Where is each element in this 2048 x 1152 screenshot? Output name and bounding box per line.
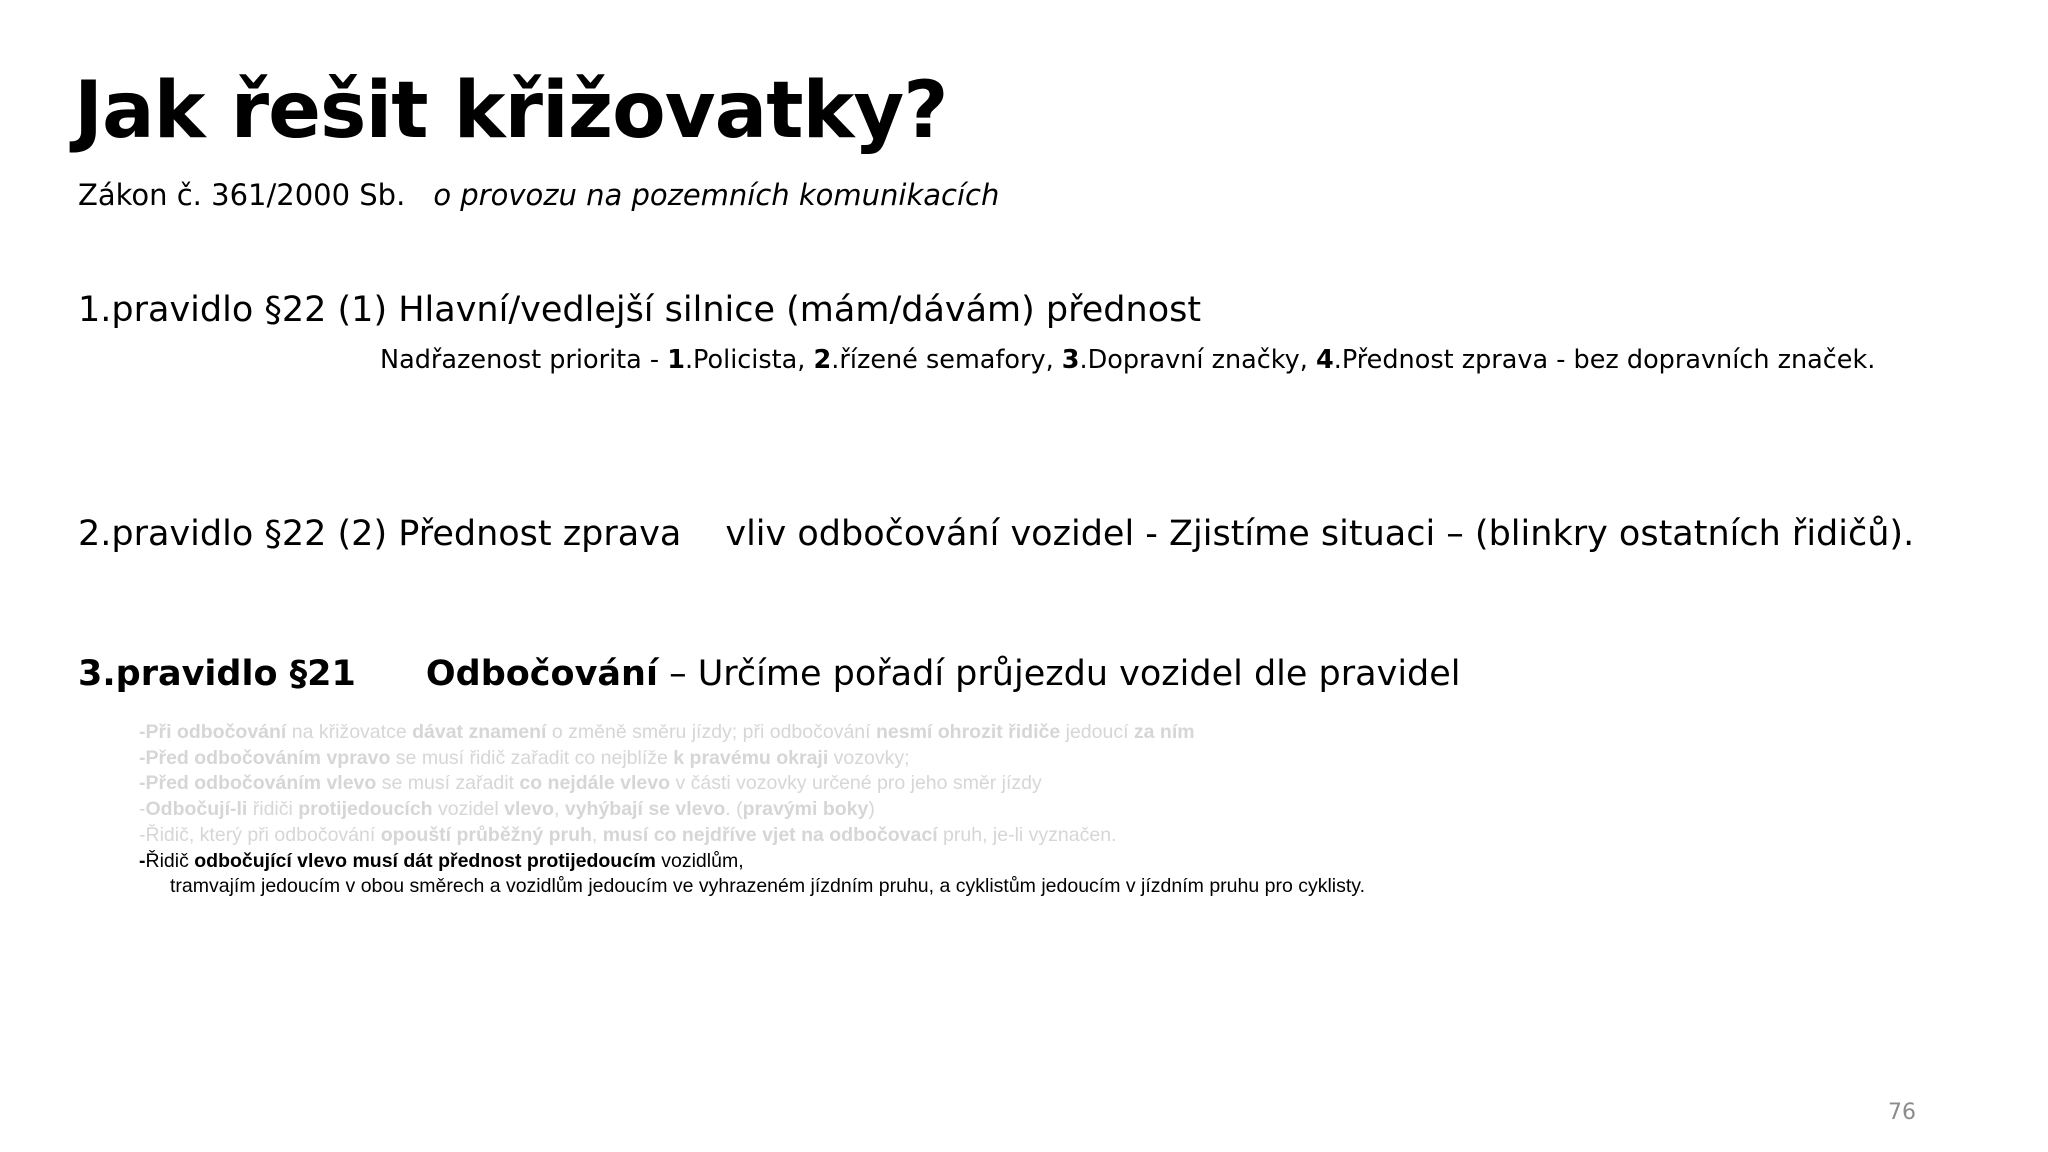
detail-bold: dávat znamení	[412, 721, 547, 743]
detail-text: o změně směru jízdy; při odbočování	[546, 721, 876, 743]
detail-text: -Řidič, který při odbočování	[139, 823, 381, 846]
detail-text: ,	[554, 798, 565, 821]
priority-intro: Nadřazenost priorita -	[380, 345, 668, 375]
detail-line-5	[139, 823, 1365, 849]
detail-text: jedoucí	[1060, 721, 1134, 743]
priority-num-4: 4	[1315, 345, 1334, 375]
detail-bold: protijedoucích	[298, 798, 433, 821]
detail-text: vozovky;	[828, 746, 910, 769]
detail-text: vozidel	[432, 798, 505, 821]
rule-2-note: vliv odbočování vozidel - Zjistíme situaci – (blinkry ostatních řidičů).	[725, 514, 1915, 554]
slide-title: Jak řešit křižovatky?	[74, 66, 948, 156]
detail-text: se musí řidič zařadit co nejblíže	[390, 746, 674, 769]
rule-2-heading: 2.pravidlo §22 (2) Přednost zprava	[78, 514, 682, 554]
detail-text: pruh, je-li vyznačen.	[937, 823, 1117, 846]
detail-text: řidiči	[247, 798, 299, 821]
detail-text: v části vozovky určené pro jeho směr jízdy	[670, 772, 1042, 795]
rule-2	[78, 514, 1914, 554]
priority-item-3: .Dopravní značky,	[1079, 345, 1316, 375]
detail-bold: vyhýbají se vlevo	[564, 798, 726, 821]
detail-bold: Odbočují-li	[145, 798, 248, 821]
law-name: o provozu na pozemních komunikacích	[433, 178, 1000, 212]
detail-line-2	[139, 746, 1365, 772]
detail-text: se musí zařadit	[376, 772, 520, 795]
detail-line-7: tramvajím jedoucím v obou směrech a vozidlům jedoucím ve vyhrazeném jízdním pruhu, a cyklistům jedoucím v jízdním pruhu pro cyklisty.	[170, 875, 1366, 898]
detail-bold: -Před odbočováním vlevo	[139, 772, 377, 795]
rule-1: 1.pravidlo §22 (1) Hlavní/vedlejší silnice (mám/dávám) přednost	[78, 290, 1202, 330]
priority-item-1: .Policista,	[684, 345, 814, 375]
priority-item-2: .řízené semafory,	[831, 345, 1062, 375]
detail-text: -	[139, 798, 146, 821]
priority-num-2: 2	[813, 345, 832, 375]
detail-text: vozidlům,	[655, 849, 744, 872]
detail-bold: musí co nejdříve vjet na odbočovací	[602, 823, 938, 846]
priority-order	[380, 345, 1875, 375]
detail-bold: co nejdále vlevo	[519, 772, 671, 795]
detail-bold: opouští průběžný pruh	[380, 823, 592, 846]
rule-3	[78, 654, 1461, 694]
detail-text: . (	[725, 798, 743, 821]
detail-bold: nesmí ohrozit řidiče	[875, 721, 1061, 743]
law-reference	[78, 178, 999, 212]
detail-text: ,	[591, 823, 603, 846]
detail-bold: odbočující vlevo musí dát přednost protijedoucím	[194, 849, 656, 872]
priority-num-1: 1	[667, 345, 685, 375]
priority-num-3: 3	[1061, 345, 1080, 375]
detail-line-1	[139, 720, 1365, 746]
detail-line-6	[139, 849, 1365, 875]
detail-bold: vlevo	[504, 798, 555, 821]
law-number: Zákon č. 361/2000 Sb.	[78, 178, 406, 212]
page-number: 76	[1888, 1100, 1916, 1125]
detail-bold: -Před odbočováním vpravo	[139, 746, 391, 769]
detail-line-3	[139, 771, 1365, 797]
detail-text: )	[868, 798, 875, 821]
detail-bold: za ním	[1133, 721, 1195, 743]
rule-3-topic: Odbočování	[425, 654, 658, 694]
detail-bold: -	[139, 849, 146, 872]
turning-rules-list	[139, 720, 1365, 900]
priority-item-4: .Přednost zprava - bez dopravních značek.	[1333, 345, 1876, 375]
detail-bold: -Při odbočování	[139, 721, 287, 743]
rule-3-desc: – Určíme pořadí průjezdu vozidel dle pravidel	[657, 654, 1461, 694]
rule-3-heading: 3.pravidlo §21	[78, 654, 356, 694]
detail-bold: pravými boky	[742, 798, 869, 821]
detail-line-4	[139, 797, 1365, 823]
detail-bold: k pravému okraji	[673, 746, 829, 769]
detail-text: na křižovatce	[286, 721, 413, 743]
detail-text: Řidič	[145, 849, 195, 872]
